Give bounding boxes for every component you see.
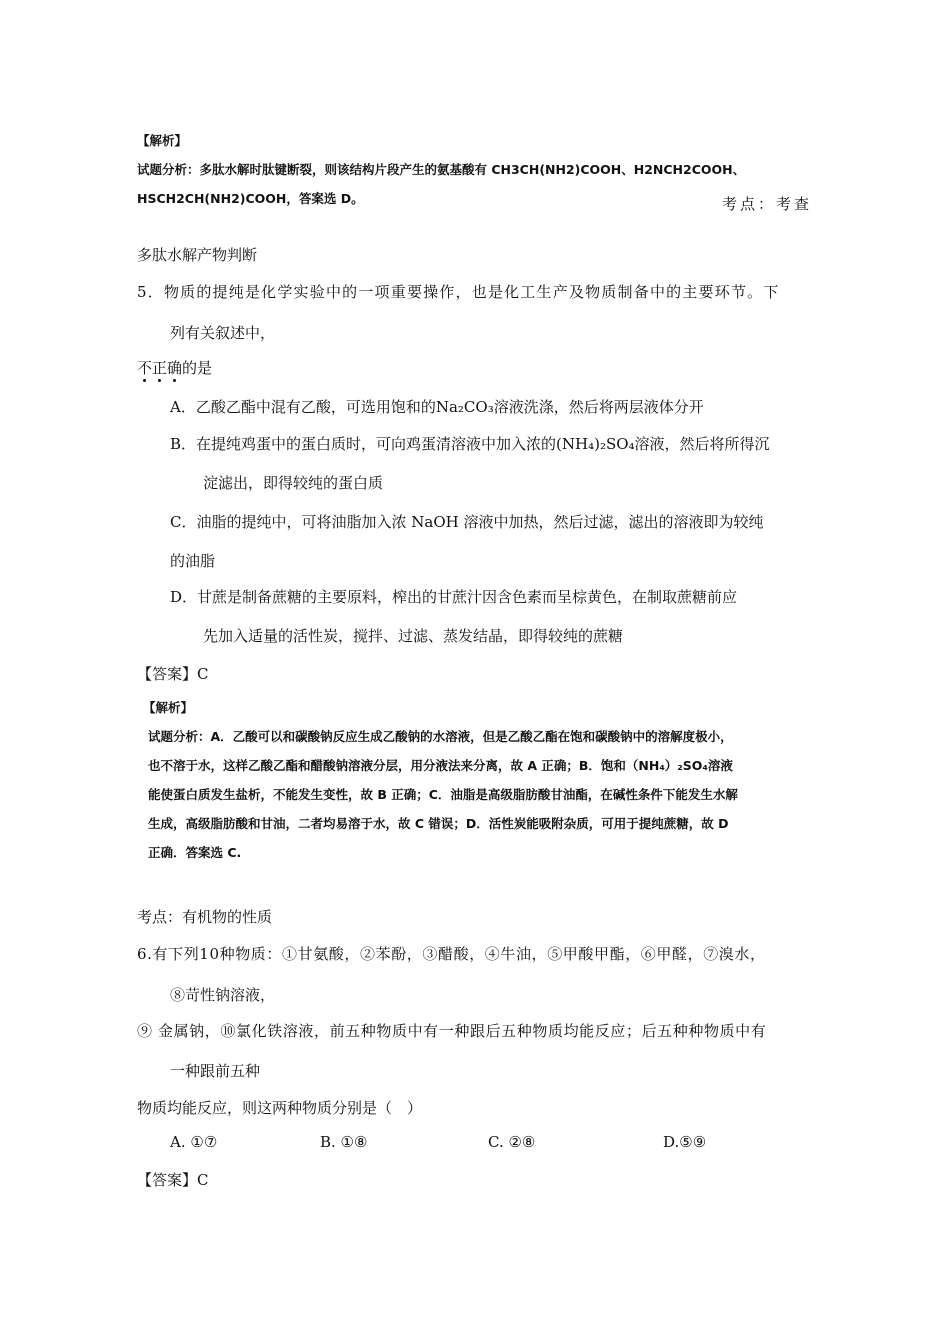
- q6-option-d: D.⑤⑨: [663, 1133, 707, 1151]
- q5-analysis-line1: 试题分析：A．乙酸可以和碳酸钠反应生成乙酸钠的水溶液，但是乙酸乙酯在饱和碳酸钠中的溶解度极小，: [148, 729, 733, 744]
- q6-stem-line3: ⑨ 金属钠，⑩氯化铁溶液，前五种物质中有一种跟后五种物质均能反应；后五种种物质中有: [137, 1022, 767, 1040]
- emphasis-dot: [173, 379, 176, 382]
- q6-answer: 【答案】C: [137, 1171, 209, 1189]
- q5-emphasis-text: 不正确的是: [137, 359, 213, 377]
- q6-stem-line1: 6.有下列10种物质：①甘氨酸，②苯酚，③醋酸，④牛油，⑤甲酸甲酯，⑥甲醛，⑦溴水，: [137, 945, 766, 963]
- q5-stem-line2: 列有关叙述中，: [170, 324, 276, 342]
- q5-option-d-line2: 先加入适量的活性炭，搅拌、过滤、蒸发结晶，即得较纯的蔗糖: [203, 627, 624, 645]
- prev-analysis-line2: HSCH2CH(NH2)COOH，答案选 D。: [137, 191, 364, 206]
- emphasis-dot: [158, 379, 161, 382]
- q6-stem-line5: 物质均能反应，则这两种物质分别是（ ）: [137, 1099, 423, 1117]
- q5-option-c-line2: 的油脂: [170, 552, 216, 570]
- q5-analysis-line5: 正确．答案选 C.: [148, 845, 242, 860]
- q6-option-b: B. ①⑧: [320, 1133, 368, 1151]
- prev-kaodian-label: 考点：考查: [722, 195, 813, 213]
- q5-analysis-line2: 也不溶于水，这样乙酸乙酯和醋酸钠溶液分层，用分液法来分离，故 A 正确；B．饱和（NH₄）₂SO₄溶液: [148, 758, 733, 773]
- q5-stem-line3: [137, 357, 950, 378]
- prev-analysis-heading: 【解析】: [137, 133, 188, 148]
- q6-option-a: A. ①⑦: [170, 1133, 218, 1151]
- q5-option-c-line1: C．油脂的提纯中，可将油脂加入浓 NaOH 溶液中加热，然后过滤，滤出的溶液即为较纯: [170, 513, 764, 531]
- q5-option-d-line1: D．甘蔗是制备蔗糖的主要原料，榨出的甘蔗汁因含色素而呈棕黄色，在制取蔗糖前应: [170, 588, 738, 606]
- q5-kaodian: 考点：有机物的性质: [137, 908, 273, 926]
- q5-analysis-line3: 能使蛋白质发生盐析，不能发生变性，故 B 正确；C．油脂是高级脂肪酸甘油酯，在碱性条件下能发生水解: [148, 787, 738, 802]
- emphasis-dot: [143, 379, 146, 382]
- q6-stem-line2: ⑧苛性钠溶液，: [170, 986, 276, 1004]
- q5-option-b-line1: B．在提纯鸡蛋中的蛋白质时，可向鸡蛋清溶液中加入浓的(NH₄)₂SO₄溶液，然后将所得沉: [170, 435, 770, 453]
- q5-answer: 【答案】C: [137, 665, 209, 683]
- q5-analysis-heading: 【解析】: [143, 700, 194, 715]
- q6-stem-line4: 一种跟前五种: [170, 1062, 261, 1080]
- q5-analysis-line4: 生成，高级脂肪酸和甘油，二者均易溶于水，故 C 错误；D．活性炭能吸附杂质，可用于提纯蔗糖，故 D: [148, 816, 729, 831]
- q5-option-a: A．乙酸乙酯中混有乙酸，可选用饱和的Na₂CO₃溶液洗涤，然后将两层液体分开: [170, 398, 704, 416]
- prev-analysis-line1: 试题分析：多肽水解时肽键断裂，则该结构片段产生的氨基酸有 CH3CH(NH2)COOH、H2NCH2COOH、: [137, 162, 746, 177]
- q5-stem-line1: 5．物质的提纯是化学实验中的一项重要操作，也是化工生产及物质制备中的主要环节。下: [137, 283, 780, 301]
- prev-kaodian-content: 多肽水解产物判断: [137, 246, 258, 264]
- q5-option-b-line2: 淀滤出，即得较纯的蛋白质: [203, 474, 384, 492]
- q6-option-c: C. ②⑧: [488, 1133, 536, 1151]
